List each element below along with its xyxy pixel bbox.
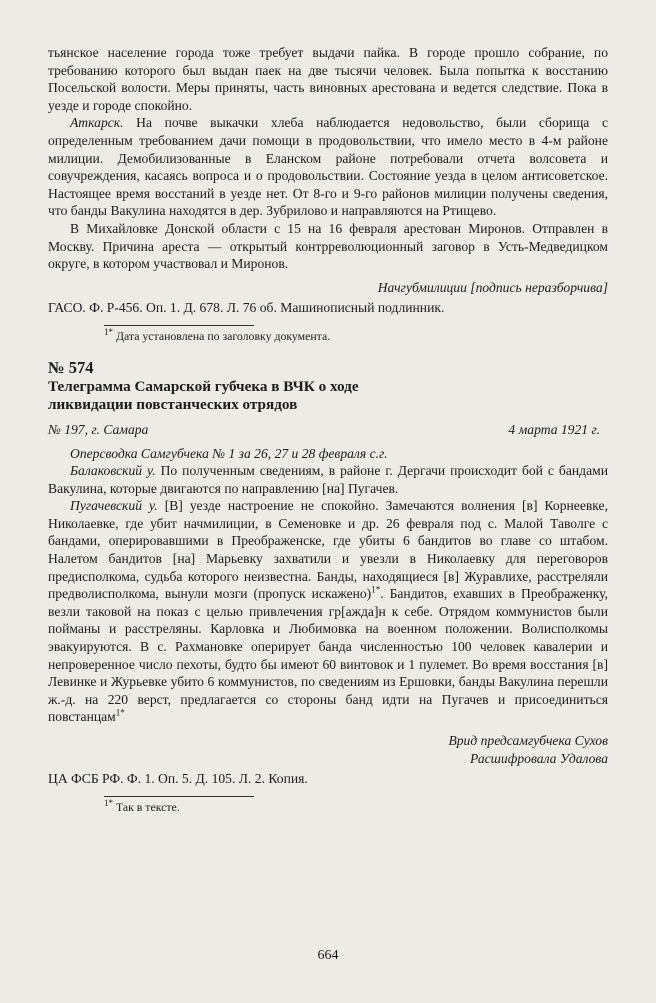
archive-source: ЦА ФСБ РФ. Ф. 1. Оп. 5. Д. 105. Л. 2. Копия. — [48, 771, 308, 787]
footnote-mark: 1* — [104, 326, 113, 337]
paragraph-text: По полученным сведениям, в районе г. Дергачи происходит бой с бандами Вакулина, которые двигаются по направлению [на] Пугачев. — [48, 463, 608, 496]
district-name: Балаковский у. — [70, 463, 156, 479]
signature-2: Расшифровала Удалова — [470, 750, 608, 766]
footnote-text: Дата установлена по заголовку документа. — [113, 328, 331, 343]
district-name: Пугачевский у. — [70, 498, 158, 514]
summary-line: Оперсводка Самгубчека № 1 за 26, 27 и 28 февраля с.г. — [70, 445, 388, 461]
footnote — [104, 797, 608, 815]
paragraph-pugachev — [48, 497, 608, 726]
signature-1: Врид предсамгубчека Сухов — [448, 733, 608, 748]
footnote-mark: 1* — [104, 797, 113, 808]
document-title: Телеграмма Самарской губчека в ВЧК о ходе ликвидации повстанческих отрядов — [48, 377, 359, 414]
paragraph-atkarsk — [48, 114, 608, 220]
footnote-mark: 1* — [371, 584, 381, 595]
document-meta — [48, 421, 608, 439]
footnote-divider — [104, 796, 254, 797]
footnote — [104, 326, 608, 344]
district-name: Аткарск. — [70, 115, 124, 131]
footnote-divider — [104, 325, 254, 326]
paragraph-balakovo — [48, 462, 608, 497]
archive-source: ГАСО. Ф. Р-456. Оп. 1. Д. 678. Л. 76 об. Машинописный подлинник. — [48, 300, 445, 316]
text-column — [48, 44, 608, 815]
page-number: 664 — [317, 948, 339, 963]
footnote-text: Так в тексте. — [113, 799, 180, 814]
document-number: № 574 — [48, 357, 94, 377]
document-date: 4 марта 1921 г. — [508, 421, 600, 437]
paragraph-continued: тьянское население города тоже требует выдачи пайка. В городе прошло собрание, по требованию которого был выдан паек на две тысячи человек. Была попытка к восстанию Посельской волости. Меры приняты, часть виновных арестована и ведется следствие. Пока в уезде и городе спокойно. — [48, 45, 608, 113]
footnote-mark: 1* — [115, 707, 125, 718]
document-ref: № 197, г. Самара — [48, 421, 149, 437]
paragraph-text-b: . Бандитов, ехавших в Преображенку, везли таковой на показ с целью привлечения гр[ажда]н к себе. Отрядом коммунистов были пойманы и расстреляны. Карловка и Любимовка на военном положении. Волисполкомы эвакуируются. В с. Рахмановке оперирует банда численностью 100 человек кавалерии и непроверенное число пехоты, будто бы имеют 60 винтовок и 1 пулемет. Во время восстания [в] Левинке и Журьевке убито 6 коммунистов, по сведениям из Ершовки, банды Вакулина перешли ж.-д. на 220 верст, предлагается со стороны банд идти на Пугачев и присоединиться повстанцам — [48, 586, 609, 725]
paragraph-mikhailovka: В Михайловке Донской области с 15 на 16 февраля арестован Миронов. Отправлен в Москву. Причина ареста — открытый контрреволюционный заговор в Усть-Медведицком округе, в котором участвовал и Миронов. — [48, 220, 608, 272]
paragraph-text: На почве выкачки хлеба наблюдается недовольство, были сборища с определенным требованием дачи помощи в продовольствии, что имело место в 4-м районе милиции. Демобилизованные в Еланском районе потребовали отчета волсовета и совучреждения, касаясь вопроса и о продовольствии. Состояние уезда в целом антисоветское. Настоящее время восстаний в уезде нет. От 8-го и 9-го районов милиции получены сведения, что банды Вакулина находятся в дер. Зубрилово и направляются на Ртищево. — [48, 115, 608, 219]
signature: Начгубмилиции [подпись неразборчива] — [377, 279, 608, 295]
paragraph-text-a: [В] уезде настроение не спокойно. Замечаются волнения [в] Корнеевке, Николаевке, где убит начмилиции, в Семеновке и др. 26 февраля под с. Малой Таволге с бандами, оперировавшими в Преображенске, где убиты 6 бандитов во главе со штабом. Налетом бандитов [на] Марьевку захватили и увезли в Николаевку для переговоров предисполкома, судьба которого неизвестна. Банды, находящиеся [в] Журавлихе, расстреляли предволисполкома, вынули мозги (пропуск искажено) — [48, 498, 608, 602]
